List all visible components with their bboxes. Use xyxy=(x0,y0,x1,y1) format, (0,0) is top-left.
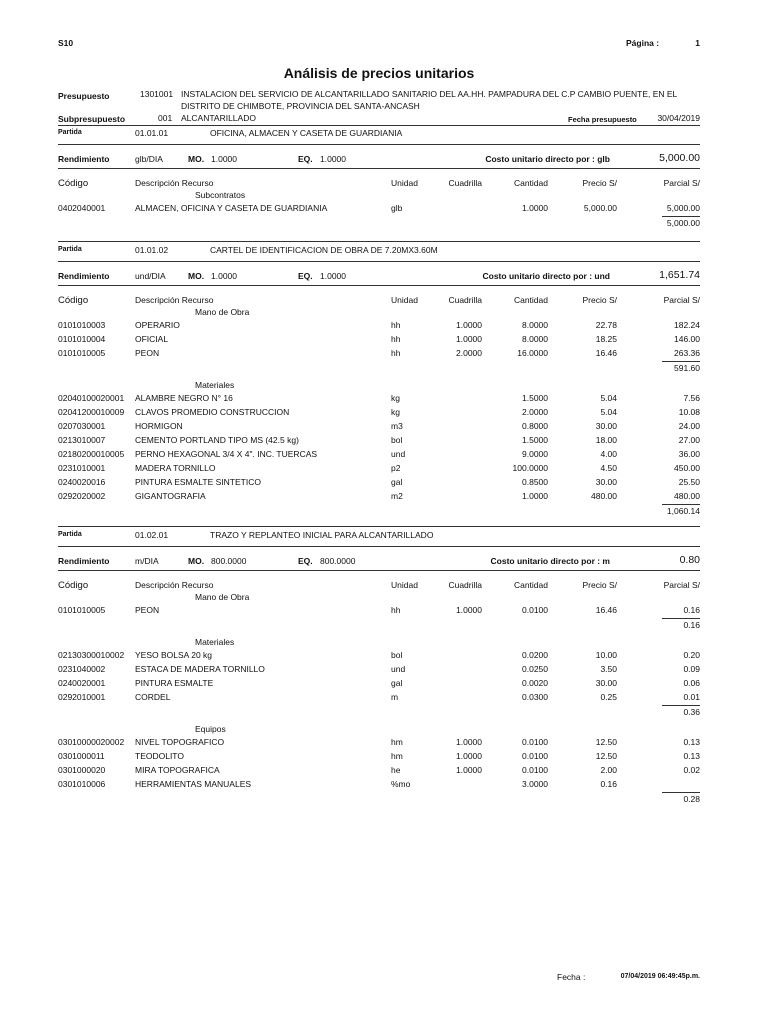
row-cuadrilla: 2.0000 xyxy=(456,348,482,358)
row-desc: GIGANTOGRAFIA xyxy=(135,491,206,501)
row-code: 02180200010005 xyxy=(58,449,125,459)
group-name: Materiales xyxy=(195,380,235,390)
row-parcial: 146.00 xyxy=(674,334,700,344)
row-desc: PINTURA ESMALTE SINTETICO xyxy=(135,477,261,487)
eq-value: 1.0000 xyxy=(320,271,346,281)
row-cantidad: 0.0100 xyxy=(522,765,548,775)
row-unit: hh xyxy=(391,334,401,344)
row-cantidad: 0.0100 xyxy=(522,605,548,615)
row-desc: CEMENTO PORTLAND TIPO MS (42.5 kg) xyxy=(135,435,299,445)
row-cantidad: 0.8500 xyxy=(522,477,548,487)
row-code: 0101010003 xyxy=(58,320,106,330)
row-code: 02041200010009 xyxy=(58,407,125,417)
partida-top-divider xyxy=(58,526,700,527)
row-parcial: 0.13 xyxy=(683,751,700,761)
footer-fecha-value: 07/04/2019 06:49:45p.m. xyxy=(620,973,700,980)
row-desc: PERNO HEXAGONAL 3/4 X 4". INC. TUERCAS xyxy=(135,449,318,459)
row-unit: kg xyxy=(391,393,400,403)
col-cantidad: Cantidad xyxy=(513,178,548,188)
col-precio: Precio S/ xyxy=(582,178,617,188)
rendimiento-label: Rendimiento xyxy=(58,154,110,164)
col-descripcion: Descripción Recurso xyxy=(135,178,214,188)
col-cuadrilla: Cuadrilla xyxy=(448,295,482,305)
page-title: Análisis de precios unitarios xyxy=(283,65,475,81)
col-codigo: Código xyxy=(58,295,89,306)
row-cantidad: 8.0000 xyxy=(522,320,548,330)
row-parcial: 0.20 xyxy=(683,650,700,660)
row-parcial: 0.09 xyxy=(683,664,700,674)
row-precio: 4.50 xyxy=(600,463,617,473)
row-precio: 18.25 xyxy=(595,334,617,344)
costo-value: 1,651.74 xyxy=(659,269,700,281)
row-cantidad: 2.0000 xyxy=(522,407,548,417)
row-precio: 12.50 xyxy=(595,751,617,761)
group-subtotal: 0.36 xyxy=(683,707,700,717)
row-unit: glb xyxy=(391,203,403,213)
group-subtotal: 591.60 xyxy=(674,363,700,373)
row-unit: m3 xyxy=(391,421,403,431)
subpresupuesto-label: Subpresupuesto xyxy=(58,114,126,124)
row-desc: CLAVOS PROMEDIO CONSTRUCCION xyxy=(135,407,290,417)
rendimiento-unit: m/DIA xyxy=(135,556,159,566)
row-cantidad: 1.5000 xyxy=(522,393,548,403)
row-unit: kg xyxy=(391,407,400,417)
eq-label: EQ. xyxy=(298,271,313,281)
col-descripcion: Descripción Recurso xyxy=(135,580,214,590)
row-code: 0101010005 xyxy=(58,605,106,615)
partida-desc: TRAZO Y REPLANTEO INICIAL PARA ALCANTARILLADO xyxy=(210,530,434,540)
col-unidad: Unidad xyxy=(391,178,418,188)
row-cantidad: 100.0000 xyxy=(512,463,548,473)
row-precio: 2.00 xyxy=(600,765,617,775)
row-parcial: 0.02 xyxy=(683,765,700,775)
row-desc: PINTURA ESMALTE xyxy=(135,678,214,688)
row-cuadrilla: 1.0000 xyxy=(456,765,482,775)
partida-header-divider xyxy=(58,144,700,145)
subtotal-underline xyxy=(662,792,700,793)
row-code: 0402040001 xyxy=(58,203,106,213)
row-parcial: 0.16 xyxy=(683,605,700,615)
col-parcial: Parcial S/ xyxy=(663,178,700,188)
row-precio: 5,000.00 xyxy=(583,203,617,213)
header-divider xyxy=(58,125,700,126)
eq-value: 1.0000 xyxy=(320,154,346,164)
row-unit: gal xyxy=(391,678,403,688)
row-precio: 0.16 xyxy=(600,779,617,789)
col-cuadrilla: Cuadrilla xyxy=(448,178,482,188)
col-parcial: Parcial S/ xyxy=(663,295,700,305)
row-code: 0301000020 xyxy=(58,765,106,775)
mo-value: 1.0000 xyxy=(211,271,237,281)
presupuesto-desc-line2: DISTRITO DE CHIMBOTE, PROVINCIA DEL SANTA-ANCASH xyxy=(181,101,420,111)
row-cantidad: 0.0250 xyxy=(522,664,548,674)
partida-label: Partida xyxy=(58,129,82,136)
rendimiento-label: Rendimiento xyxy=(58,271,110,281)
costo-label: Costo unitario directo por : glb xyxy=(485,154,610,164)
row-desc: OPERARIO xyxy=(135,320,180,330)
row-cantidad: 0.0100 xyxy=(522,737,548,747)
row-cantidad: 1.0000 xyxy=(522,203,548,213)
row-unit: hh xyxy=(391,320,401,330)
row-desc: PEON xyxy=(135,605,160,615)
row-parcial: 25.50 xyxy=(678,477,700,487)
presupuesto-desc-line1: INSTALACION DEL SERVICIO DE ALCANTARILLADO SANITARIO DEL AA.HH. PAMPADURA DEL C.P CAMBIO PUENTE, EN EL xyxy=(181,89,678,99)
costo-value: 5,000.00 xyxy=(659,152,700,164)
row-parcial: 480.00 xyxy=(674,491,700,501)
col-cantidad: Cantidad xyxy=(513,295,548,305)
eq-label: EQ. xyxy=(298,154,313,164)
col-unidad: Unidad xyxy=(391,580,418,590)
group-subtotal: 5,000.00 xyxy=(666,218,700,228)
row-code: 0213010007 xyxy=(58,435,106,445)
page-number: 1 xyxy=(695,38,700,48)
group-name: Materiales xyxy=(195,637,235,647)
row-cantidad: 0.8000 xyxy=(522,421,548,431)
row-cantidad: 1.0000 xyxy=(522,491,548,501)
row-desc: MIRA TOPOGRAFICA xyxy=(135,765,220,775)
row-unit: hm xyxy=(391,751,403,761)
row-parcial: 10.08 xyxy=(678,407,700,417)
group-name: Mano de Obra xyxy=(195,592,250,602)
row-cuadrilla: 1.0000 xyxy=(456,751,482,761)
partida-label: Partida xyxy=(58,531,82,538)
row-cuadrilla: 1.0000 xyxy=(456,334,482,344)
row-code: 0301010006 xyxy=(58,779,106,789)
row-parcial: 450.00 xyxy=(674,463,700,473)
report-code: S10 xyxy=(58,38,74,48)
row-cantidad: 9.0000 xyxy=(522,449,548,459)
row-precio: 16.46 xyxy=(595,348,617,358)
rendimiento-divider xyxy=(58,570,700,571)
row-precio: 12.50 xyxy=(595,737,617,747)
row-desc: YESO BOLSA 20 kg xyxy=(135,650,213,660)
page-label: Página : xyxy=(626,38,660,48)
row-parcial: 5,000.00 xyxy=(666,203,700,213)
partida-top-divider xyxy=(58,241,700,242)
fecha-presupuesto: 30/04/2019 xyxy=(657,113,700,123)
row-code: 0292020002 xyxy=(58,491,106,501)
row-parcial: 27.00 xyxy=(678,435,700,445)
row-unit: p2 xyxy=(391,463,401,473)
row-precio: 18.00 xyxy=(595,435,617,445)
partida-code: 01.01.01 xyxy=(135,128,169,138)
row-code: 0301000011 xyxy=(58,751,105,761)
row-precio: 4.00 xyxy=(600,449,617,459)
row-unit: m2 xyxy=(391,491,403,501)
presupuesto-label: Presupuesto xyxy=(58,91,110,101)
col-codigo: Código xyxy=(58,178,89,189)
row-cuadrilla: 1.0000 xyxy=(456,605,482,615)
row-code: 0207030001 xyxy=(58,421,106,431)
group-name: Mano de Obra xyxy=(195,307,250,317)
row-cantidad: 8.0000 xyxy=(522,334,548,344)
row-precio: 30.00 xyxy=(595,421,617,431)
group-subtotal: 0.16 xyxy=(683,620,700,630)
subtotal-underline xyxy=(662,618,700,619)
row-unit: he xyxy=(391,765,401,775)
partida-label: Partida xyxy=(58,246,82,253)
row-precio: 22.78 xyxy=(595,320,617,330)
col-parcial: Parcial S/ xyxy=(663,580,700,590)
row-parcial: 182.24 xyxy=(674,320,700,330)
row-desc: HERRAMIENTAS MANUALES xyxy=(135,779,252,789)
row-unit: bol xyxy=(391,650,403,660)
row-code: 0240020001 xyxy=(58,678,106,688)
row-code: 03010000020002 xyxy=(58,737,125,747)
row-unit: gal xyxy=(391,477,403,487)
partida-code: 01.02.01 xyxy=(135,530,169,540)
row-cantidad: 0.0100 xyxy=(522,751,548,761)
subtotal-underline xyxy=(662,361,700,362)
subtotal-underline xyxy=(662,216,700,217)
rendimiento-divider xyxy=(58,285,700,286)
rendimiento-label: Rendimiento xyxy=(58,556,110,566)
row-unit: und xyxy=(391,664,406,674)
row-precio: 30.00 xyxy=(595,477,617,487)
row-cuadrilla: 1.0000 xyxy=(456,320,482,330)
row-unit: und xyxy=(391,449,406,459)
partida-header-divider xyxy=(58,546,700,547)
row-precio: 3.50 xyxy=(600,664,617,674)
footer-fecha-label: Fecha : xyxy=(557,972,586,982)
row-cantidad: 0.0300 xyxy=(522,692,548,702)
col-cuadrilla: Cuadrilla xyxy=(448,580,482,590)
row-cantidad: 16.0000 xyxy=(517,348,548,358)
row-desc: TEODOLITO xyxy=(135,751,184,761)
row-desc: PEON xyxy=(135,348,160,358)
row-unit: hm xyxy=(391,737,403,747)
row-precio: 16.46 xyxy=(595,605,617,615)
row-unit: m xyxy=(391,692,399,702)
rendimiento-unit: glb/DIA xyxy=(135,154,163,164)
col-descripcion: Descripción Recurso xyxy=(135,295,214,305)
costo-label: Costo unitario directo por : m xyxy=(490,556,610,566)
col-cantidad: Cantidad xyxy=(513,580,548,590)
row-desc: ESTACA DE MADERA TORNILLO xyxy=(135,664,265,674)
col-precio: Precio S/ xyxy=(582,295,617,305)
partida-desc: OFICINA, ALMACEN Y CASETA DE GUARDIANIA xyxy=(210,128,403,138)
row-cantidad: 1.5000 xyxy=(522,435,548,445)
row-unit: hh xyxy=(391,605,401,615)
subpresupuesto-desc: ALCANTARILLADO xyxy=(181,113,256,123)
row-parcial: 36.00 xyxy=(678,449,700,459)
row-desc: NIVEL TOPOGRAFICO xyxy=(135,737,225,747)
subtotal-underline xyxy=(662,504,700,505)
row-precio: 30.00 xyxy=(595,678,617,688)
row-code: 0231040002 xyxy=(58,664,106,674)
col-unidad: Unidad xyxy=(391,295,418,305)
row-precio: 5.04 xyxy=(600,407,617,417)
group-name: Subcontratos xyxy=(195,190,246,200)
row-code: 0240020016 xyxy=(58,477,106,487)
col-codigo: Código xyxy=(58,580,89,591)
row-parcial: 0.13 xyxy=(683,737,700,747)
row-cuadrilla: 1.0000 xyxy=(456,737,482,747)
costo-value: 0.80 xyxy=(679,554,700,566)
col-precio: Precio S/ xyxy=(582,580,617,590)
row-desc: CORDEL xyxy=(135,692,171,702)
row-code: 0231010001 xyxy=(58,463,106,473)
mo-value: 800.0000 xyxy=(211,556,247,566)
partida-code: 01.01.02 xyxy=(135,245,169,255)
row-code: 02130300010002 xyxy=(58,650,125,660)
rendimiento-unit: und/DIA xyxy=(135,271,166,281)
row-unit: bol xyxy=(391,435,403,445)
subtotal-underline xyxy=(662,705,700,706)
mo-label: MO. xyxy=(188,556,205,566)
row-desc: ALAMBRE NEGRO N° 16 xyxy=(135,393,233,403)
group-subtotal: 0.28 xyxy=(683,794,700,804)
mo-label: MO. xyxy=(188,154,205,164)
group-subtotal: 1,060.14 xyxy=(666,506,700,516)
row-desc: HORMIGON xyxy=(135,421,183,431)
row-desc: OFICIAL xyxy=(135,334,169,344)
row-parcial: 0.01 xyxy=(683,692,700,702)
row-precio: 10.00 xyxy=(595,650,617,660)
row-parcial: 24.00 xyxy=(678,421,700,431)
row-parcial: 0.06 xyxy=(683,678,700,688)
row-desc: ALMACEN, OFICINA Y CASETA DE GUARDIANIA xyxy=(135,203,328,213)
group-name: Equipos xyxy=(195,724,226,734)
eq-label: EQ. xyxy=(298,556,313,566)
row-code: 02040100020001 xyxy=(58,393,125,403)
row-code: 0101010005 xyxy=(58,348,106,358)
row-code: 0292010001 xyxy=(58,692,106,702)
row-parcial: 263.36 xyxy=(674,348,700,358)
row-cantidad: 3.0000 xyxy=(522,779,548,789)
row-unit: %mo xyxy=(391,779,411,789)
partida-header-divider xyxy=(58,261,700,262)
row-cantidad: 0.0200 xyxy=(522,650,548,660)
mo-label: MO. xyxy=(188,271,205,281)
subpresupuesto-code: 001 xyxy=(158,113,173,123)
presupuesto-code: 1301001 xyxy=(140,89,174,99)
mo-value: 1.0000 xyxy=(211,154,237,164)
row-code: 0101010004 xyxy=(58,334,106,344)
costo-label: Costo unitario directo por : und xyxy=(482,271,610,281)
eq-value: 800.0000 xyxy=(320,556,356,566)
fecha-presupuesto-label: Fecha presupuesto xyxy=(568,115,637,124)
row-precio: 5.04 xyxy=(600,393,617,403)
row-precio: 0.25 xyxy=(600,692,617,702)
row-cantidad: 0.0020 xyxy=(522,678,548,688)
rendimiento-divider xyxy=(58,168,700,169)
row-precio: 480.00 xyxy=(591,491,617,501)
row-desc: MADERA TORNILLO xyxy=(135,463,216,473)
row-parcial: 7.56 xyxy=(683,393,700,403)
partida-desc: CARTEL DE IDENTIFICACION DE OBRA DE 7.20MX3.60M xyxy=(210,245,438,255)
row-unit: hh xyxy=(391,348,401,358)
